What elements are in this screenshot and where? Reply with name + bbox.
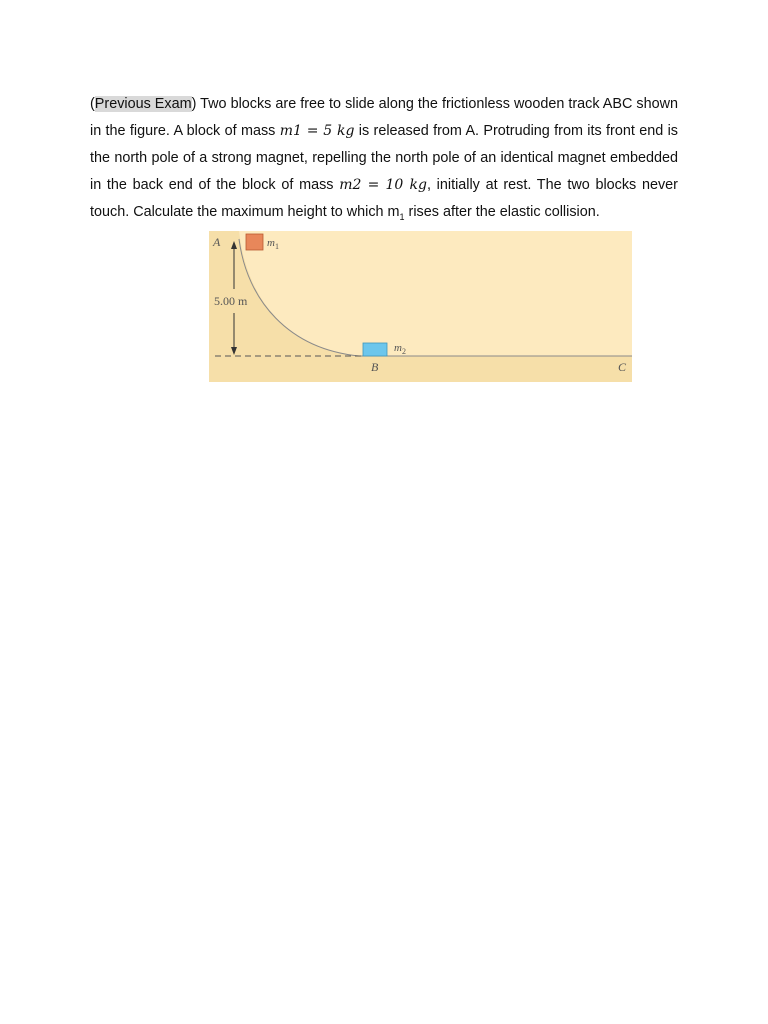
m2-symbol: m2 (339, 177, 362, 193)
problem-text-1: ) Two blocks are free to slide along the frictionless wooden track ABC shown in the figure. A block of mass (90, 96, 679, 139)
m1-unit: kg (336, 123, 355, 139)
m1-label-letter: m (267, 237, 275, 249)
m1-block (246, 234, 263, 250)
m2-unit: kg (409, 177, 427, 193)
m1-equals: = 5 (301, 123, 337, 139)
m1-symbol: m1 (279, 123, 302, 139)
problem-text-2: is released from A. Protruding from its front end is the north pole of a strong magnet, repelling the north pole of an identical magnet embedded in the back end of the block of mass (90, 123, 678, 193)
m2-label-sub: 2 (401, 347, 406, 356)
open-paren: ( (90, 96, 95, 112)
m2-equals: = 10 (361, 177, 410, 193)
m1-label-sub: 1 (274, 242, 279, 251)
label-c: C (618, 360, 627, 374)
track-figure (209, 231, 632, 382)
problem-statement (90, 91, 678, 231)
label-b: B (371, 360, 379, 374)
m2-block (363, 343, 387, 356)
m1-subscript: 1 (399, 211, 405, 222)
label-a: A (213, 235, 221, 249)
previous-exam-tag: Previous Exam (94, 96, 192, 112)
track-diagram (209, 231, 632, 382)
m2-label-letter: m (394, 342, 402, 354)
problem-text-3: , initially at rest. The two blocks never touch. Calculate the maximum height to which m (90, 177, 678, 220)
height-label: 5.00 m (214, 294, 248, 308)
problem-text-4: rises after the elastic collision. (404, 204, 600, 220)
